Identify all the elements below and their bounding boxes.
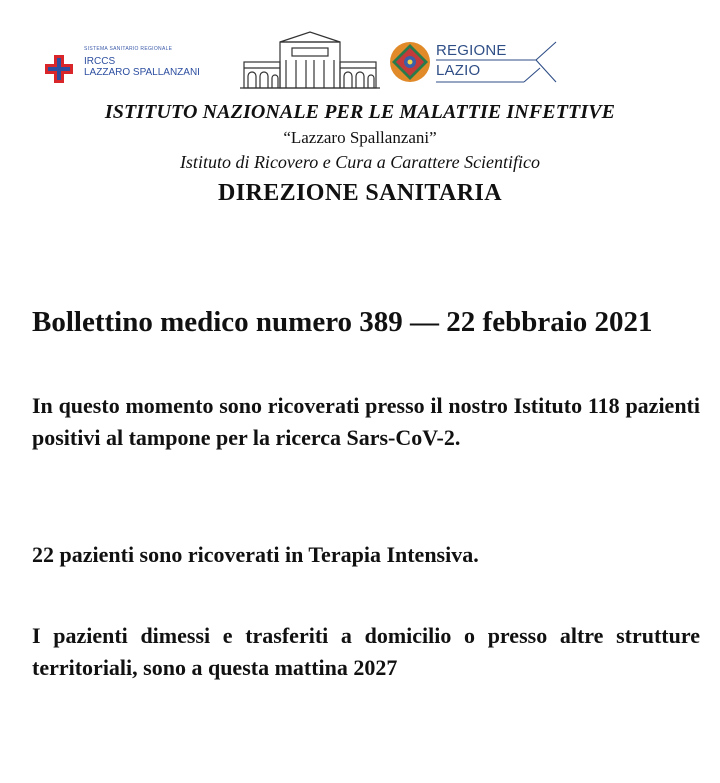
red-cross-icon <box>44 54 74 84</box>
irccs-spallanzani-logo <box>40 44 230 84</box>
regione-lazio-logo <box>388 40 563 86</box>
bulletin-paragraph-intensive-care: 22 pazienti sono ricoverati in Terapia Intensiva. <box>32 542 479 567</box>
institute-quote: “Lazzaro Spallanzani” <box>283 128 437 147</box>
regione-label: REGIONE <box>436 42 507 59</box>
logo-bar <box>0 30 720 94</box>
department-heading: DIREZIONE SANITARIA <box>218 180 502 206</box>
bulletin-title: Bollettino medico numero 389 — 22 febbraio 2021 <box>32 306 653 338</box>
hospital-building-icon <box>240 30 380 90</box>
bulletin-paragraph-hospitalized: In questo momento sono ricoverati presso il nostro Istituto 118 pazienti positivi al tampone per la ricerca Sars-CoV-2. <box>32 393 700 450</box>
lazio-label: LAZIO <box>436 62 481 79</box>
institute-subtitle: Istituto di Ricovero e Cura a Carattere Scientifico <box>179 152 541 172</box>
irccs-small-caption: SISTEMA SANITARIO REGIONALE <box>84 46 173 52</box>
irccs-label: IRCCS <box>84 56 116 67</box>
bulletin-paragraph-discharged: I pazienti dimessi e trasferiti a domicilio o presso altre strutture territoriali, sono a questa mattina 2027 <box>32 623 700 680</box>
institute-name: ISTITUTO NAZIONALE PER LE MALATTIE INFETTIVE <box>104 101 616 123</box>
spallanzani-label: LAZZARO SPALLANZANI <box>84 67 200 78</box>
lazio-emblem-icon <box>388 40 432 84</box>
